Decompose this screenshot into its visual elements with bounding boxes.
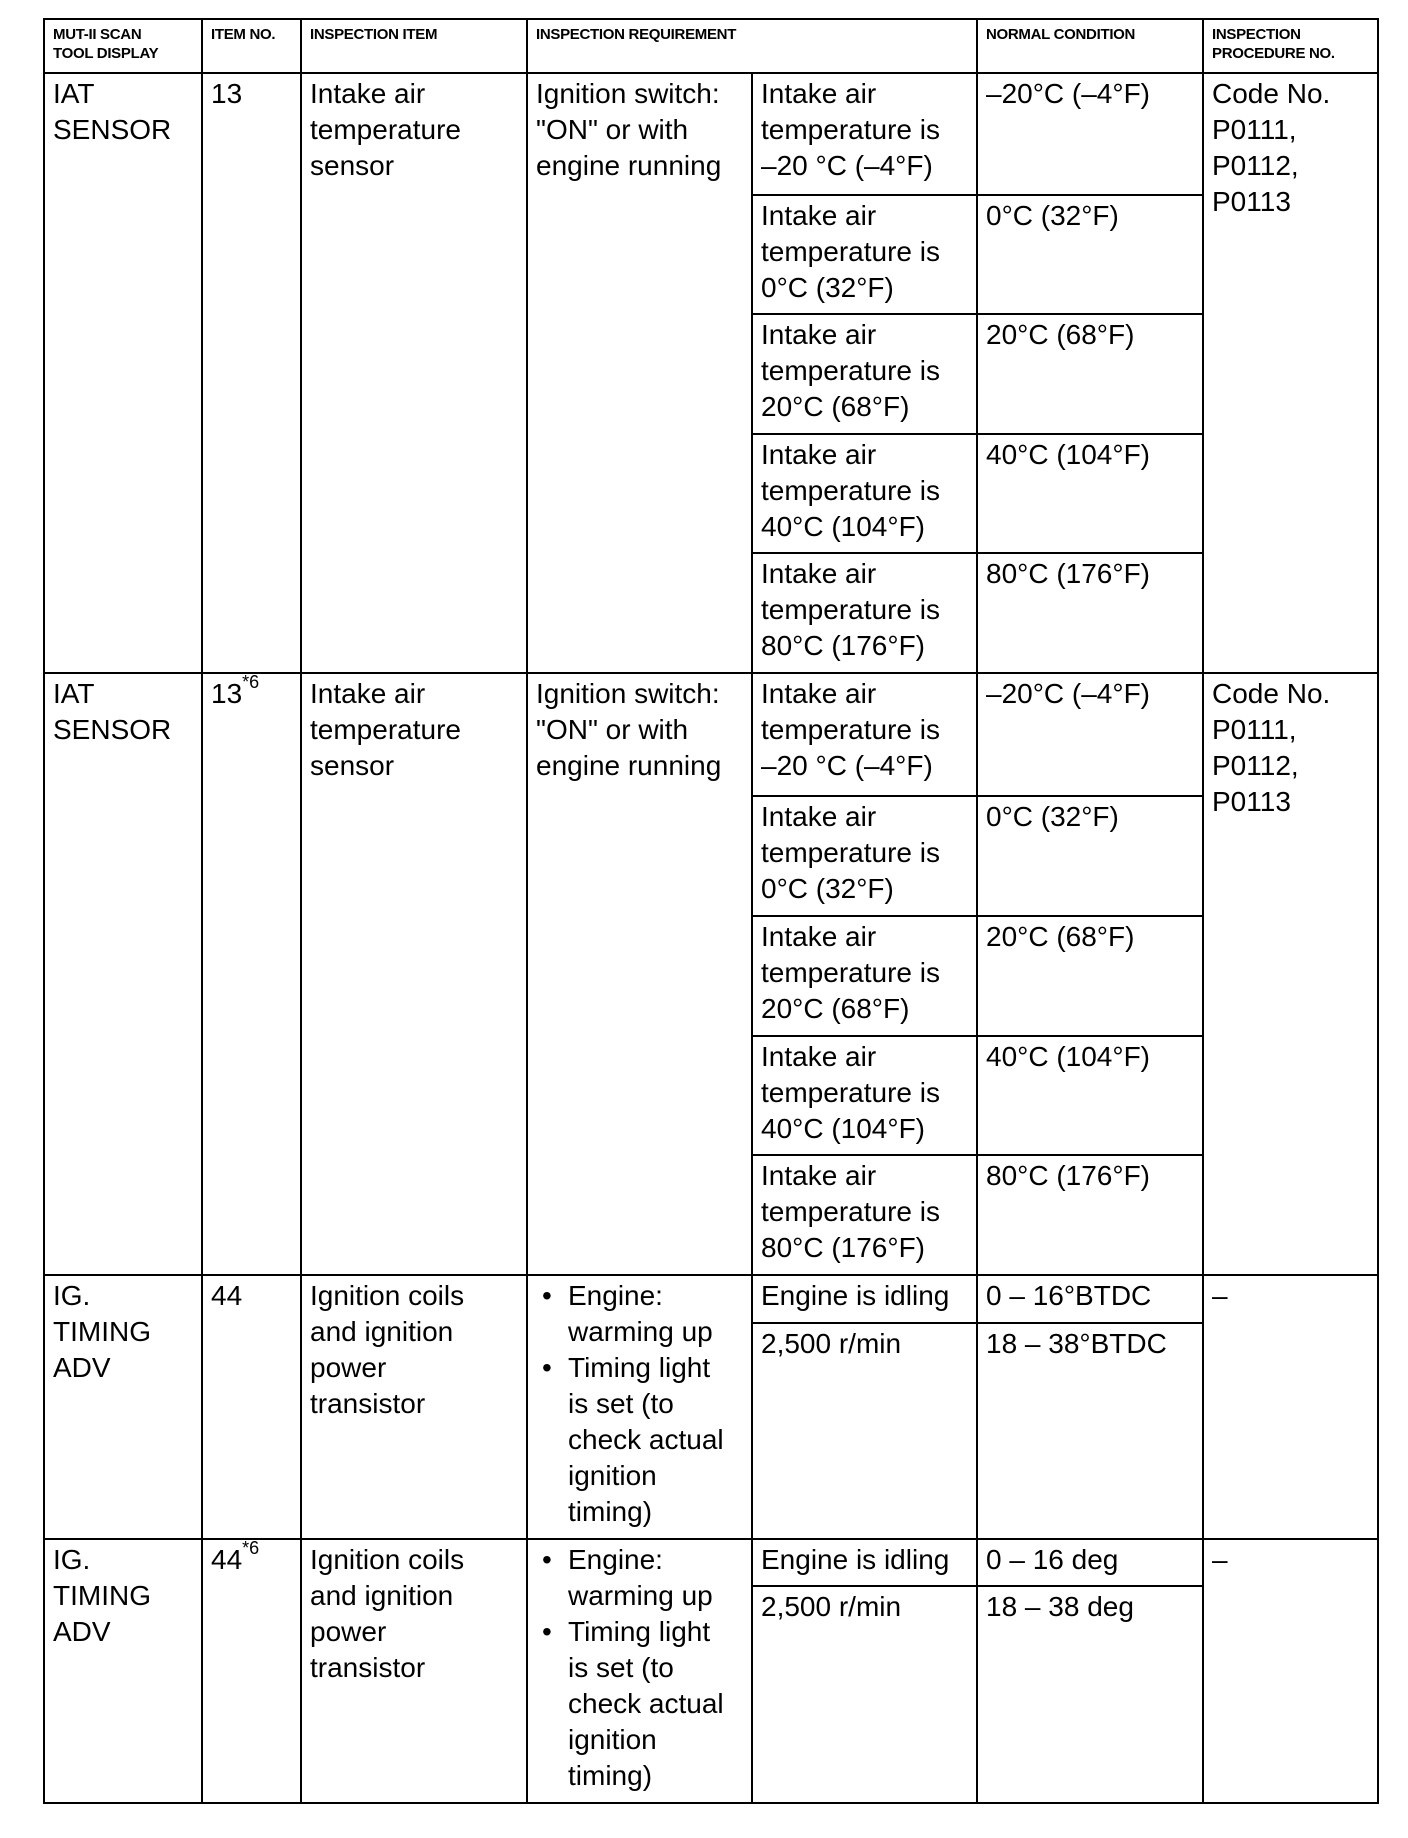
- header-procedure-no: INSPECTION PROCEDURE NO.: [1203, 19, 1378, 73]
- item-no-value: 13: [211, 78, 243, 109]
- normal-condition: 0°C (32°F): [977, 796, 1203, 916]
- header-row: [44, 19, 1378, 73]
- inspection-requirement: [527, 1539, 752, 1803]
- normal-condition: 18 – 38 deg: [977, 1586, 1203, 1803]
- header-normal-condition: NORMAL CONDITION: [977, 19, 1203, 73]
- normal-condition: 40°C (104°F): [977, 434, 1203, 553]
- table-row: [44, 673, 1378, 796]
- normal-condition: –20°C (–4°F): [977, 673, 1203, 796]
- inspection-item: Intake air temperature sensor: [301, 673, 527, 1275]
- table-row: [44, 1275, 1378, 1323]
- requirement-bullet: • Timing light is set (to check actual ignition timing): [568, 1614, 743, 1794]
- header-inspection-item: INSPECTION ITEM: [301, 19, 527, 73]
- item-no-footnote: *6: [242, 673, 260, 692]
- condition-requirement: 2,500 r/min: [752, 1586, 977, 1803]
- normal-condition: 80°C (176°F): [977, 553, 1203, 673]
- inspection-item: Ignition coils and ignition power transistor: [301, 1275, 527, 1539]
- item-no: [202, 1539, 301, 1803]
- item-no-value: 44: [211, 1544, 243, 1575]
- condition-requirement: Intake air temperature is 80°C (176°F): [752, 1155, 977, 1275]
- normal-condition: 18 – 38°BTDC: [977, 1323, 1203, 1539]
- normal-condition: 0 – 16 deg: [977, 1539, 1203, 1586]
- condition-requirement: Intake air temperature is –20 °C (–4°F): [752, 73, 977, 195]
- table-row: [44, 73, 1378, 195]
- normal-condition: 20°C (68°F): [977, 314, 1203, 434]
- requirement-bullet: • Timing light is set (to check actual ignition timing): [568, 1350, 743, 1530]
- condition-requirement: Engine is idling: [752, 1539, 977, 1586]
- condition-requirement: Intake air temperature is 80°C (176°F): [752, 553, 977, 673]
- tool-display: IAT SENSOR: [44, 673, 202, 1275]
- condition-requirement: Intake air temperature is 40°C (104°F): [752, 1036, 977, 1155]
- condition-requirement: Intake air temperature is 0°C (32°F): [752, 195, 977, 314]
- procedure-no: –: [1203, 1539, 1378, 1803]
- condition-requirement: Intake air temperature is 20°C (68°F): [752, 314, 977, 434]
- inspection-requirement: Ignition switch: "ON" or with engine running: [527, 673, 752, 1275]
- inspection-item: Intake air temperature sensor: [301, 73, 527, 673]
- procedure-no: Code No. P0111, P0112, P0113: [1203, 73, 1378, 673]
- inspection-item: Ignition coils and ignition power transistor: [301, 1539, 527, 1803]
- tool-display: IG. TIMING ADV: [44, 1539, 202, 1803]
- condition-requirement: Intake air temperature is 40°C (104°F): [752, 434, 977, 553]
- inspection-requirement: [527, 1275, 752, 1539]
- procedure-no: –: [1203, 1275, 1378, 1539]
- normal-condition: –20°C (–4°F): [977, 73, 1203, 195]
- item-no-value: 44: [211, 1280, 243, 1311]
- condition-requirement: Engine is idling: [752, 1275, 977, 1323]
- requirement-list: [536, 1278, 743, 1530]
- condition-requirement: Intake air temperature is –20 °C (–4°F): [752, 673, 977, 796]
- requirement-list: [536, 1542, 743, 1794]
- tool-display: IAT SENSOR: [44, 73, 202, 673]
- header-inspection-requirement: INSPECTION REQUIREMENT: [527, 19, 977, 73]
- condition-requirement: Intake air temperature is 0°C (32°F): [752, 796, 977, 916]
- procedure-no: Code No. P0111, P0112, P0113: [1203, 673, 1378, 1275]
- requirement-bullet: • Engine: warming up: [568, 1278, 743, 1350]
- item-no: [202, 73, 301, 673]
- header-tool-display: MUT-II SCAN TOOL DISPLAY: [44, 19, 202, 73]
- requirement-bullet: • Engine: warming up: [568, 1542, 743, 1614]
- condition-requirement: 2,500 r/min: [752, 1323, 977, 1539]
- inspection-requirement: Ignition switch: "ON" or with engine running: [527, 73, 752, 673]
- inspection-table: [43, 18, 1379, 1804]
- normal-condition: 0 – 16°BTDC: [977, 1275, 1203, 1323]
- normal-condition: 40°C (104°F): [977, 1036, 1203, 1155]
- normal-condition: 80°C (176°F): [977, 1155, 1203, 1275]
- tool-display: IG. TIMING ADV: [44, 1275, 202, 1539]
- table-row: [44, 1539, 1378, 1586]
- condition-requirement: Intake air temperature is 20°C (68°F): [752, 916, 977, 1036]
- item-no: [202, 673, 301, 1275]
- normal-condition: 0°C (32°F): [977, 195, 1203, 314]
- normal-condition: 20°C (68°F): [977, 916, 1203, 1036]
- item-no-value: 13: [211, 678, 243, 709]
- item-no-footnote: *6: [242, 1539, 260, 1558]
- item-no: [202, 1275, 301, 1539]
- header-item-no: ITEM NO.: [202, 19, 301, 73]
